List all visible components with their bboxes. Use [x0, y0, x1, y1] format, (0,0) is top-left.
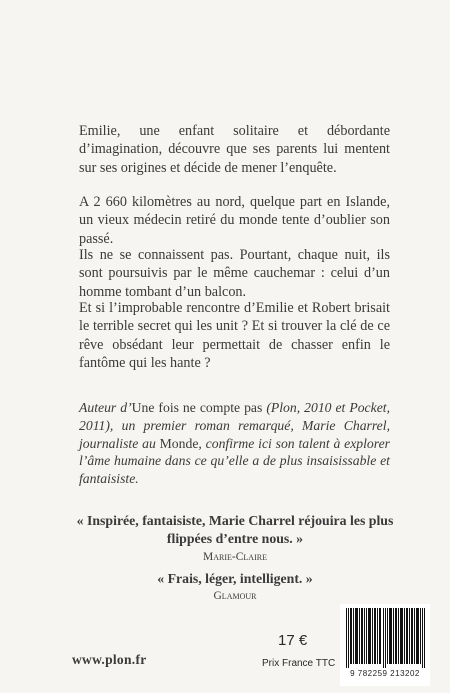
press-source-2: Glamour	[213, 590, 257, 602]
barcode-panel	[340, 604, 430, 686]
author-bio-part: , confirme ici son talent à explorer l’âme humaine dans ce qu’elle a de plus insaisissable et fantaisiste.	[79, 435, 390, 487]
publisher-url: www.plon.fr	[72, 652, 147, 667]
synopsis-paragraph-1: Emilie, une enfant solitaire et débordante d’imagination, découvre que ses parents lui mentent sur ses origines et décide de mener l’enquête.	[79, 123, 390, 176]
press-quote-2: « Frais, léger, intelligent. »	[157, 571, 313, 586]
author-bio-newspaper: Monde	[159, 435, 199, 451]
press-source-1: Marie-Claire	[203, 551, 267, 563]
author-bio-title: Une fois ne compte pas	[131, 400, 263, 415]
synopsis-paragraph-2: A 2 660 kilomètres au nord, quelque part en Islande, un vieux médecin retiré du monde tente d’oublier son passé.	[79, 194, 390, 247]
author-bio-part: (Plon, 2010 et Pocket, 2011), un premier roman remarqué, Marie Charrel, journaliste au	[79, 400, 390, 451]
price: 17 €	[278, 632, 308, 649]
synopsis-paragraph-3: Ils ne se connaissent pas. Pourtant, chaque nuit, ils sont poursuivis par le même cauchemar : celui d’un homme tombant d’un balcon.	[79, 247, 390, 300]
isbn-number: 9 782259 213202	[350, 669, 420, 678]
author-bio	[79, 399, 390, 488]
author-bio-part: Auteur d’	[79, 400, 132, 415]
synopsis-paragraph-4: Et si l’improbable rencontre d’Emilie et Robert brisait le terrible secret qui les unit ? Et si trouver la clé de ce rêve obsédant leur permettait de chasser enfin le fantôme qui les hante ?	[79, 300, 390, 372]
price-label: Prix France TTC	[262, 658, 336, 669]
press-quote-1: « Inspirée, fantaisiste, Marie Charrel réjouira les plus flippées d’entre nous. »	[76, 513, 394, 546]
barcode-icon	[346, 608, 426, 668]
